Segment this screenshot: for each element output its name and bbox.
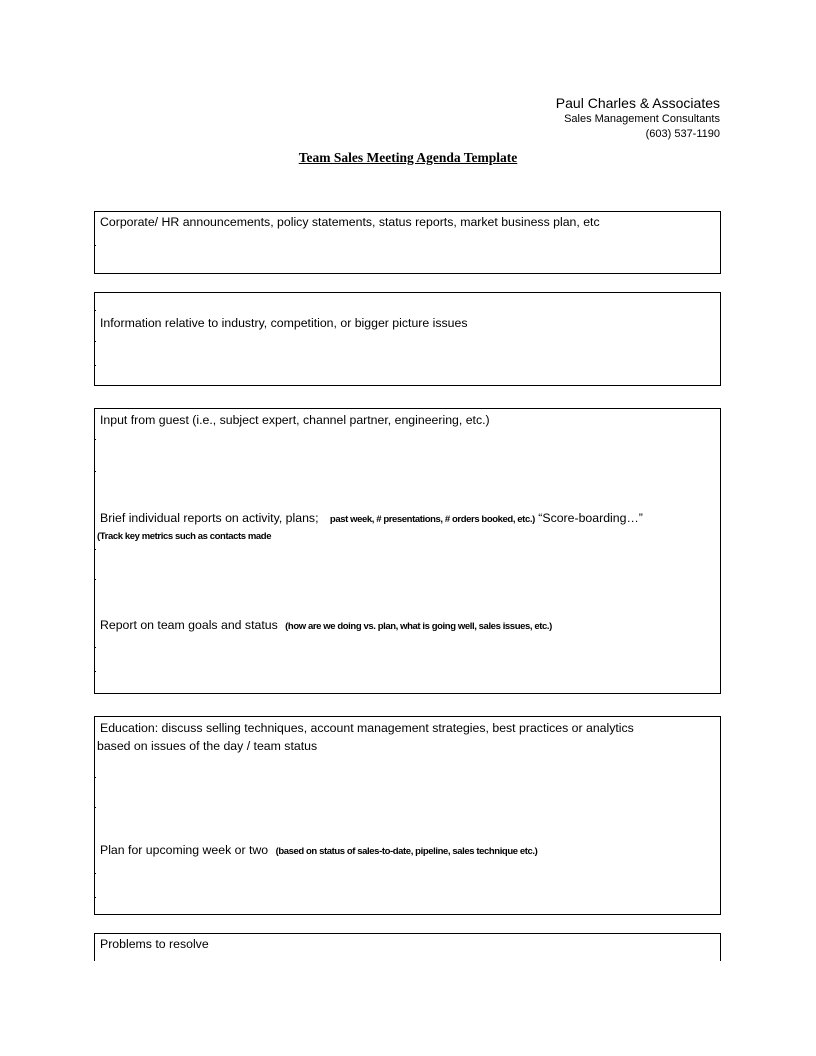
reports-main: Brief individual reports on activity, plans; <box>100 511 319 525</box>
section-industry <box>94 292 721 386</box>
goals-note: (how are we doing vs. plan, what is going well, sales issues, etc.) <box>285 621 552 632</box>
corporate-text: Corporate/ HR announcements, policy statements, status reports, market business plan, etc <box>100 215 600 229</box>
section-guest-reports <box>94 408 721 694</box>
education-line2: based on issues of the day / team status <box>97 739 318 753</box>
company-header <box>556 95 720 142</box>
section-education-plan <box>94 716 721 915</box>
row-tick <box>94 439 96 440</box>
row-tick <box>94 310 96 311</box>
row-tick <box>94 341 96 342</box>
row-tick <box>94 365 96 366</box>
plan-line <box>100 843 537 859</box>
plan-note: (based on status of sales-to-date, pipeline, sales technique etc.) <box>275 846 538 857</box>
document-title: Team Sales Meeting Agenda Template <box>298 150 518 165</box>
company-tagline: Sales Management Consultants <box>564 113 720 125</box>
guest-text: Input from guest (i.e., subject expert, channel partner, engineering, etc.) <box>100 413 490 427</box>
company-phone: (603) 537-1190 <box>645 128 720 140</box>
row-tick <box>94 647 96 648</box>
goals-main: Report on team goals and status <box>100 618 278 632</box>
reports-quote: “Score-boarding…” <box>538 511 643 525</box>
row-tick <box>94 777 96 778</box>
reports-line <box>100 511 643 527</box>
section-problems <box>94 933 721 961</box>
company-name: Paul Charles & Associates <box>555 95 720 111</box>
reports-note: past week, # presentations, # orders booked, etc.) <box>329 514 535 525</box>
document-title-wrapper <box>0 150 816 166</box>
row-tick <box>94 897 96 898</box>
education-line1: Education: discuss selling techniques, account management strategies, best practices or analytics <box>100 721 634 735</box>
row-tick <box>94 671 96 672</box>
section-corporate <box>94 211 721 274</box>
row-tick <box>94 549 96 550</box>
goals-line <box>100 618 552 634</box>
plan-main: Plan for upcoming week or two <box>100 843 269 857</box>
industry-text: Information relative to industry, competition, or bigger picture issues <box>100 316 468 330</box>
row-tick <box>94 245 96 246</box>
row-tick <box>94 807 96 808</box>
reports-note2: (Track key metrics such as contacts made <box>97 531 272 542</box>
problems-text: Problems to resolve <box>100 937 209 951</box>
row-tick <box>94 873 96 874</box>
row-tick <box>94 471 96 472</box>
row-tick <box>94 579 96 580</box>
